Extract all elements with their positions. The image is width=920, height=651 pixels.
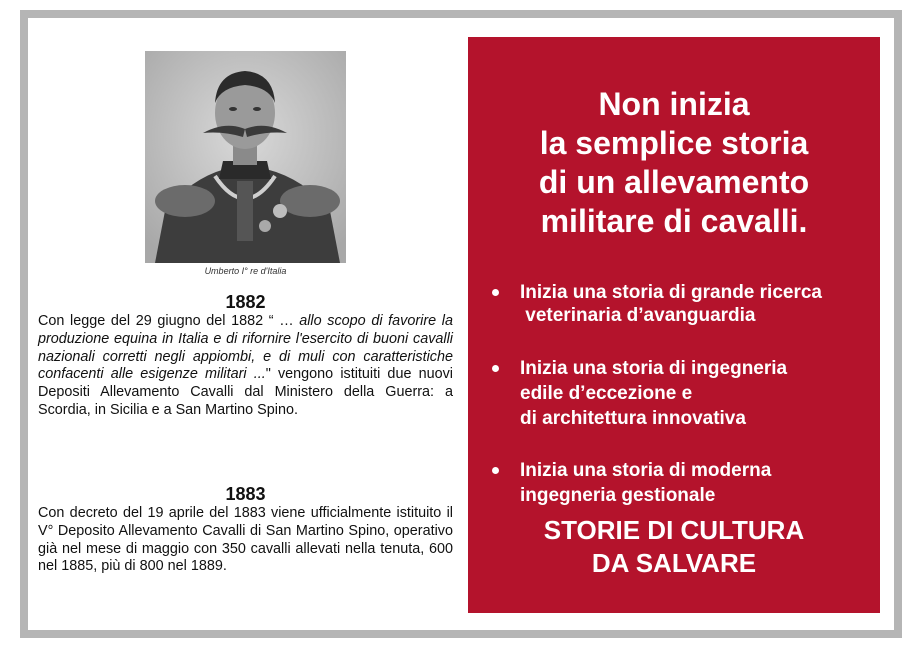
bullet-line: Inizia una storia di ingegneria <box>520 358 788 379</box>
portrait-engraving <box>145 51 346 263</box>
paragraph-1883: Con decreto del 19 aprile del 1883 viene ufficialmente istituito il V° Deposito Allevamento Cavalli di San Martino Spino, operativo già nel mese di maggio con 350 cavalli allevati nella tenuta, 600 nel 1885, più di 800 nel 1889. <box>38 505 453 575</box>
headline-line: militare di cavalli. <box>540 203 808 239</box>
portrait-image <box>145 51 346 263</box>
panel-closing <box>468 514 880 580</box>
highlight-panel <box>468 37 880 613</box>
bullet-icon <box>492 289 499 296</box>
bullet-line: veterinaria d’avanguardia <box>520 305 756 326</box>
closing-line: DA SALVARE <box>591 548 757 578</box>
bullet-line: ingegneria gestionale <box>520 485 716 506</box>
headline-line: Non inizia <box>598 86 750 122</box>
bullet-icon <box>492 365 499 372</box>
paragraph-1882 <box>38 313 453 420</box>
bullet-icon <box>492 467 499 474</box>
portrait-caption: Umberto I° re d'Italia <box>204 266 287 276</box>
headline-line: la semplice storia <box>539 125 809 161</box>
bullet-line: Inizia una storia di moderna <box>520 460 772 481</box>
bullet-line: di architettura innovativa <box>520 408 746 429</box>
paragraph-1882-quote: allo scopo di favorire la produzione equina in Italia e di rifornire l'esercito di buoni cavalli nazionali corretti negli appiombi, e di muli con caratteristiche confacenti alle esigenze militari ... <box>38 313 453 383</box>
headline-line: di un allevamento <box>538 164 810 200</box>
year-heading-1883: 1883 <box>225 484 266 504</box>
bullet-line: edile d’eccezione e <box>520 383 693 404</box>
closing-line: STORIE DI CULTURA <box>543 515 805 545</box>
paragraph-1882-outro: " vengono istituiti due nuovi Depositi Allevamento Cavalli dal Ministero della Guerra: a Scordia, in Sicilia e a San Martino Spino. <box>38 366 453 418</box>
history-column <box>38 18 453 630</box>
bullet-line: Inizia una storia di grande ricerca <box>520 282 822 303</box>
year-heading-1882: 1882 <box>225 292 266 312</box>
paragraph-1882-intro: Con legge del 29 giugno del 1882 “ … <box>38 313 300 329</box>
panel-headline <box>468 85 880 241</box>
poster-frame <box>20 10 902 638</box>
